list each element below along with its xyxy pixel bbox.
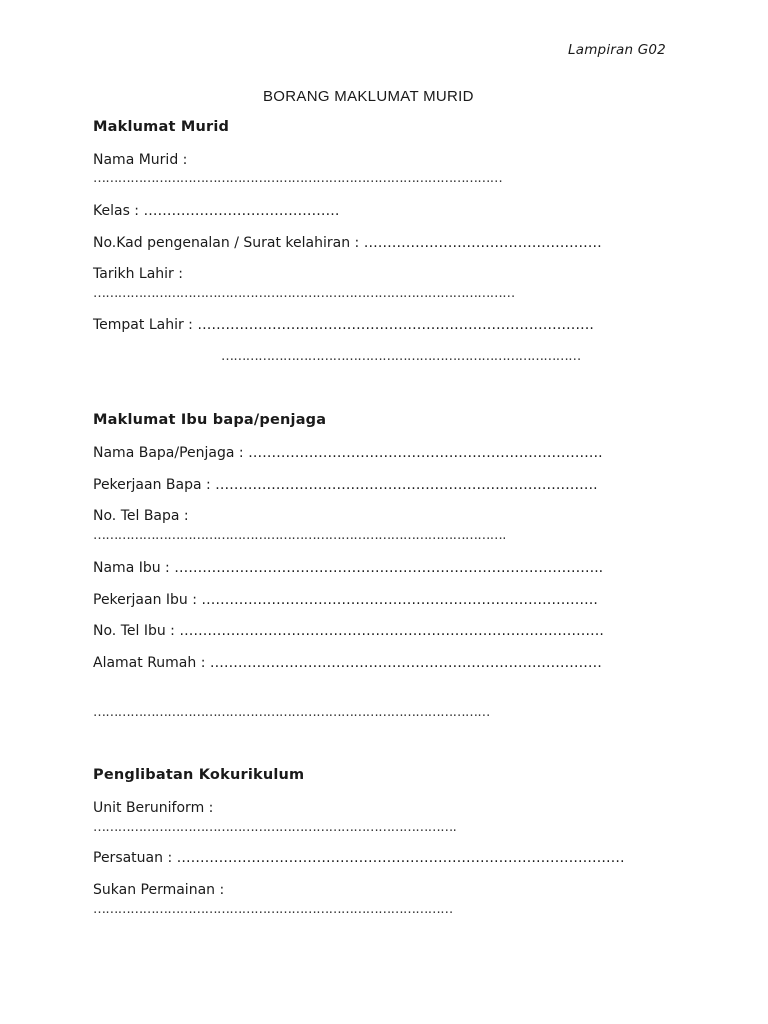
section-heading-student: Maklumat Murid (93, 119, 230, 135)
father-job-field[interactable]: Pekerjaan Bapa : ………………………………………………………………………. (93, 477, 598, 493)
sport-label: Sukan Permainan : (93, 882, 225, 898)
form-title: BORANG MAKLUMAT MURID (263, 88, 474, 105)
ic-number-field[interactable]: No.Kad pengenalan / Surat kelahiran : …………………………………………… (93, 235, 602, 251)
club-field[interactable]: Persatuan : …………………………………………………………………………………… (93, 850, 625, 866)
annex-label: Lampiran G02 (568, 42, 666, 58)
section-heading-parents: Maklumat Ibu bapa/penjaga (93, 412, 327, 428)
sport-field[interactable]: …………………………………………………………………………… (93, 902, 453, 917)
dob-field[interactable]: ………………………………………………………………………………………… (93, 286, 515, 301)
student-name-label: Nama Murid : (93, 152, 188, 168)
birthplace-field-line2[interactable]: …………………………………………………………………………… (221, 349, 581, 364)
uniform-unit-field[interactable]: ……………………………………………………………………………. (93, 820, 457, 835)
mother-job-field[interactable]: Pekerjaan Ibu : …………………………………………………………………………. (93, 592, 598, 608)
father-name-field[interactable]: Nama Bapa/Penjaga : …………………………………………………………………. (93, 445, 603, 461)
uniform-unit-label: Unit Beruniform : (93, 800, 214, 816)
address-field-line2[interactable]: …………………………………………………………………………………… (93, 705, 490, 720)
birthplace-field[interactable]: Tempat Lahir : …………………………………………………………………………. (93, 317, 594, 333)
class-field[interactable]: Kelas : …………………………………… (93, 203, 340, 219)
dob-label: Tarikh Lahir : (93, 266, 183, 282)
address-field[interactable]: Alamat Rumah : ………………………………………………………………………… (93, 655, 602, 671)
father-tel-field[interactable]: ………………………………………………………………………………………. (93, 528, 506, 543)
mother-name-field[interactable]: Nama Ibu : ……………………………………………………………………………….. (93, 560, 604, 576)
mother-tel-field[interactable]: No. Tel Ibu : ………………………………………………………………………………. (93, 623, 604, 639)
father-tel-label: No. Tel Bapa : (93, 508, 189, 524)
section-heading-cocurriculum: Penglibatan Kokurikulum (93, 767, 305, 783)
student-name-field[interactable]: ……………………………………………………………………………………… (93, 171, 503, 186)
